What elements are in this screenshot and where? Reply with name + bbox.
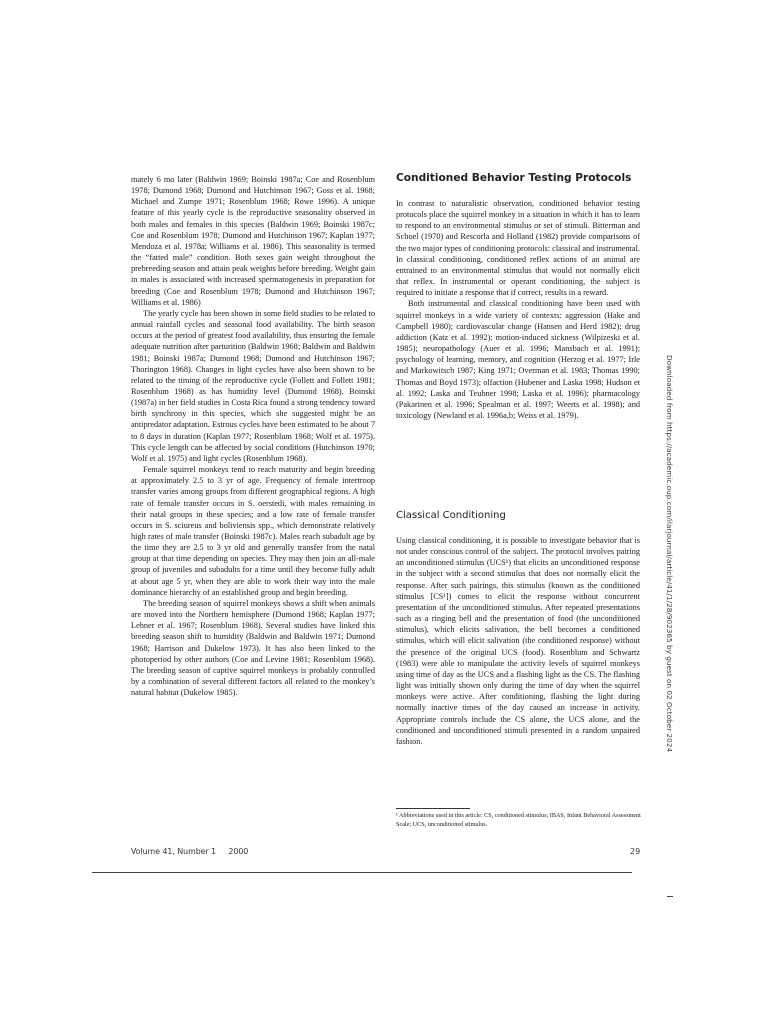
download-watermark — [664, 355, 676, 753]
footnote-divider — [396, 808, 470, 809]
paragraph: In contrast to naturalistic observation, conditioned behavior testing protocols place the squirrel monkey in a situation in which it has to learn to respond to an environmental stimulus or set of stimuli. Bitterman and Schoel (1970) and Rescorla and Holland (1982) provide comparisons of the two major types of conditioning protocols: classical and instrumental. In classical conditioning, conditioned reflex actions of an animal are entrained to an environmental stimulus that would not normally elicit that reflex. In instrumental or operant conditioning, the subject is required to initiate a response that if correct, results in a reward. — [396, 199, 640, 298]
page-number: 29 — [630, 847, 641, 856]
paragraph: Using classical conditioning, it is possible to investigate behavior that is not under conscious control of the subject. The protocol involves pairing an unconditioned stimulus (UCS¹) that elicits an unconditioned response in the subject with a second stimulus that does not normally elicit the response. After such pairings, this stimulus (known as the conditioned stimulus [CS¹]) comes to elicit the response without concurrent presentation of the unconditioned stimulus. After repeated presentations such as a ringing bell and the presentation of food (the unconditioned stimulus), which elicits salivation, the bell becomes a conditioned stimulus, which will elicit salivation (the conditioned response) without the presence of the original UCS (food). Rosenblum and Schwartz (1983) were able to manipulate the activity levels of squirrel monkeys using time of day as the UCS and a flashing light as the CS. The flashing light was initially shown only during the time of day when the squirrel monkeys were active. After conditioning, flashing the light during normally inactive times of the day caused an increase in activity. Appropriate controls include the CS alone, the UCS alone, and the conditioned and unconditioned stimuli presented in a random unpaired fashion. — [396, 536, 640, 746]
bottom-divider — [92, 872, 632, 873]
journal-issue-label: Volume 41, Number 1 2000 — [131, 847, 249, 856]
paragraph: The yearly cycle has been shown in some field studies to be related to annual rainfall cycles and seasonal food availability. The birth season occurs at the period of greatest food availability, thus ensuring the female adequate nutrition after parturition (Baldwin 1968; Baldwin and Baldwin 1981; Boinski 1987a; Dumond 1968; Dumond and Hutchinson 1967; Thorington 1968). Changes in light cycles have also been shown to be related to the timing of the reproductive cycle (Follett and Follett 1981; Rosenblum 1968) as has humidity level (Dumond 1968). Boinski (1987a) in her field studies in Costa Rica found a strong tendency toward birth synchrony in this species, which she suggested might be an antipredator adaptation. Estrous cycles have been estimated to be about 7 to 8 days in duration (Kaplan 1977; Rosenblum 1968; Wolf et al. 1975). This cycle length can be affected by social conditions (Hutchinson 1970; Wolf et al. 1975) and light cycles (Rosenblum 1968). — [131, 308, 376, 463]
paragraph: Female squirrel monkeys tend to reach maturity and begin breeding at approximately 2.5 to 3 yr of age. Frequency of female intertroop transfer varies among groups from different geographical regions. A high rate of female transfer occurs in S. oerstedi, with males remaining in their natal groups in these species; and a low rate of female transfer occurs in S. sciureus and boliviensis spp., which demonstrate relatively high rates of male transfer (Boinski 1987c). Males reach subadult age by the time they are 2.5 to 3 yr old and generally transfer from the natal group at that time depending on species. They may then join an all-male group of juveniles and subadults for a time until they become fully adult at about age 5 yr, when they are able to work their way into the male dominance hierarchy of an established group and begin breeding. — [131, 465, 375, 597]
paragraph: mately 6 mo later (Baldwin 1969; Boinski 1987a; Coe and Rosenblum 1978; Dumond 1968; Dumond and Hutchinson 1967; Goss et al. 1968; Michael and Zumpe 1971; Rosenblum 1968; Rowe 1996). A unique feature of this yearly cycle is the reproductive seasonality observed in both males and females in this species (Baldwin 1969; Boinski 1987c; Coe and Rosenblum 1978; Dumond and Hutchinson 1967; Kaplan 1977; Mendoza et al. 1978a; Williams et al. 1986). This seasonality is termed the “fatted male” condition. Both sexes gain weight throughout the prebreeding season and attain peak weights before breeding. Weight gain in males is associated with increased spermatogenesis in preparation for breeding (Coe and Rosenblum 1978; Dumond and Hutchinson 1967; Williams et al. 1986) — [131, 175, 375, 307]
footnote: ¹ Abbreviations used in this article: CS, conditioned stimulus; IBAS, Infant Behavioral Assessment Scale; UCS, unconditioned stimulus. — [396, 812, 641, 828]
subsection-heading: Classical Conditioning — [396, 510, 506, 521]
section-heading: Conditioned Behavior Testing Protocols — [396, 172, 632, 184]
paragraph: The breeding season of squirrel monkeys shows a shift when animals are moved into the Northern hemisphere (Dumond 1968; Kaplan 1977; Lehner et al. 1967; Rosenblum 1968). Several studies have linked this breeding season shift to humidity (Baldwin and Baldwin 1971; Dumond 1968; Harrison and Dukelow 1973). It has also been linked to the photoperiod by other authors (Coe and Levine 1981; Rosenblum 1968). The breeding season of captive squirrel monkeys is probably controlled by a combination of several different factors all related to the monkey’s natural habitat (Dukelow 1985). — [131, 598, 375, 698]
right-text-column — [396, 198, 640, 421]
paragraph: Both instrumental and classical conditioning have been used with squirrel monkeys in a wide variety of contexts: aggression (Hake and Campbell 1980); cardiovascular change (Hansen and Herd 1982); drug addiction (Katz et al. 1992); motion-induced sickness (Wilpizeski et al. 1985); neuropathology (Auer et al. 1996; Mansbach et al. 1991); psychology of learning, memory, and cognition (Herzog et al. 1977; Irle and Markowitsch 1987; King 1971; Overman et al. 1983; Thomas 1990; Thomas and Boyd 1973); olfaction (Hubener and Laska 1998; Hudson et al. 1992; Laska and Teubner 1998; Laska et al. 1996); pharmacology (Pakarinen et al. 1996; Spealman et al. 1997; Weerts et al. 1998); and toxicology (Newland et al. 1996a,b; Weiss et al. 1979). — [396, 299, 640, 420]
download-watermark-text: Downloaded from https://academic.oup.com/ilarjournal/article/41/1/28/902365 by guest on 02 October 2024 — [665, 355, 674, 753]
left-text-column — [131, 174, 375, 698]
bottom-tick-mark — [667, 896, 673, 897]
right-text-column-lower — [396, 535, 640, 747]
